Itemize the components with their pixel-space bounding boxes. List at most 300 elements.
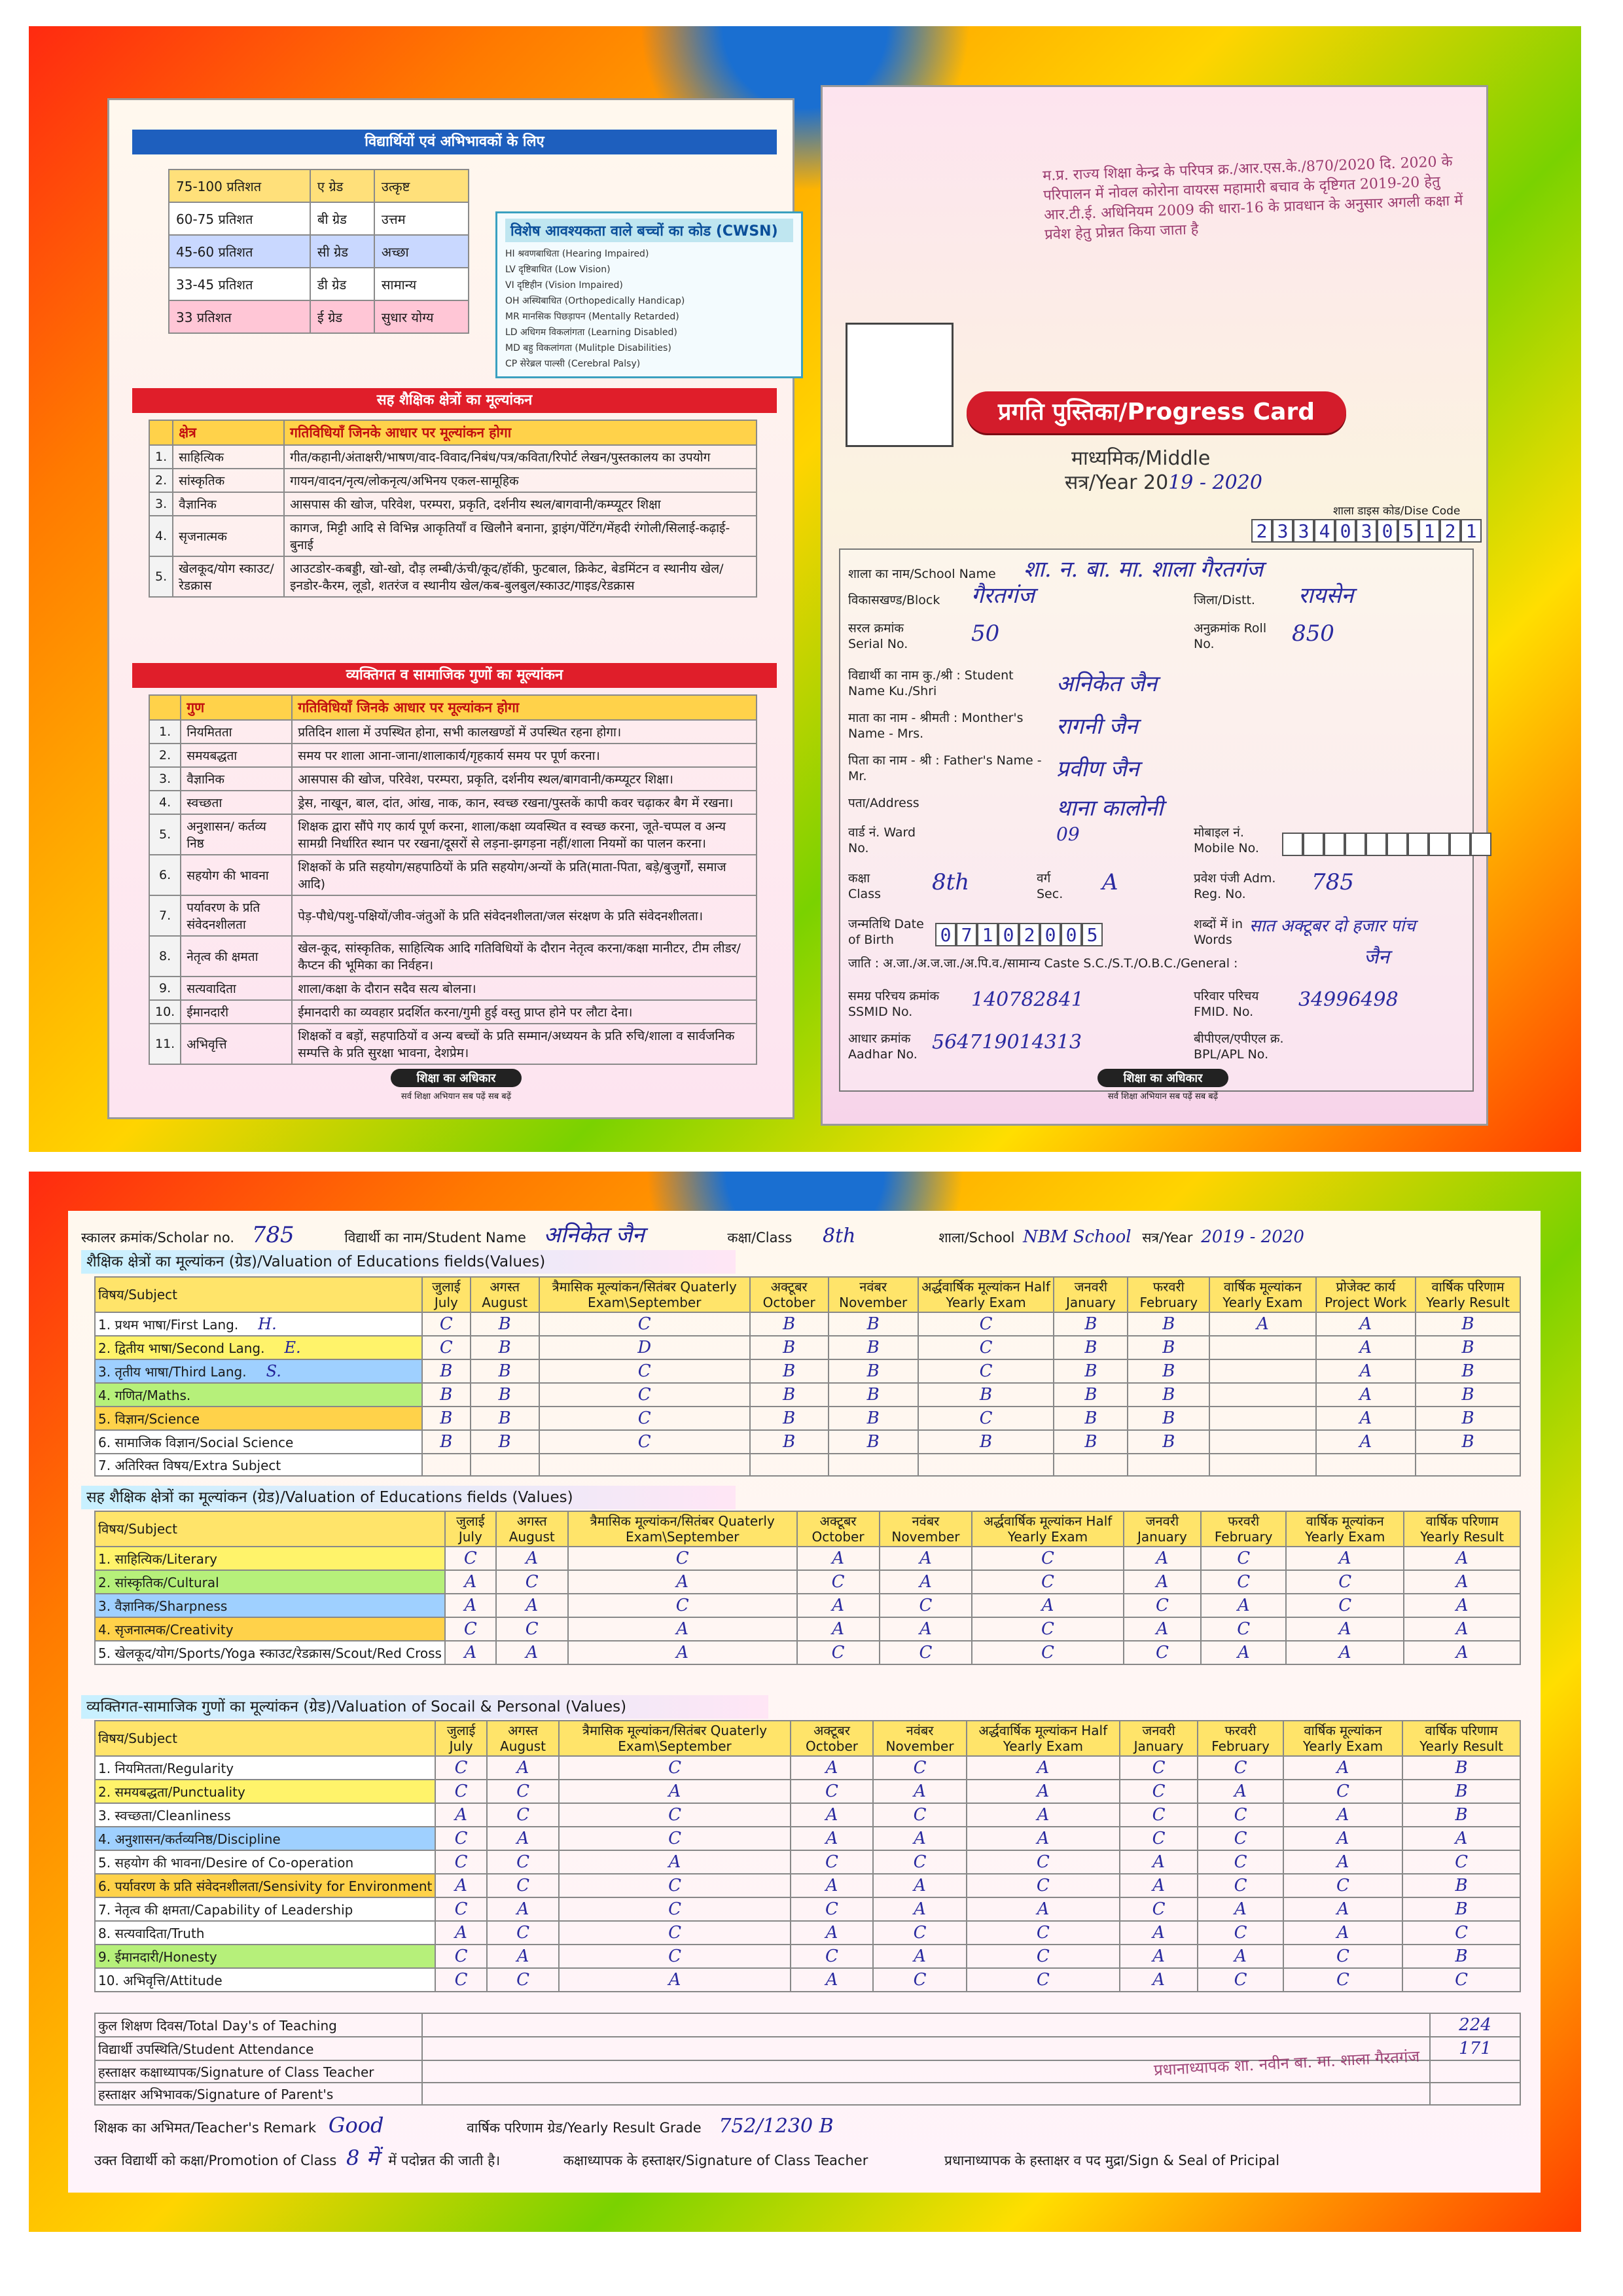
activity-area: सत्यवादिता xyxy=(181,977,292,1000)
serial-label: सरल क्रमांक Serial No. xyxy=(848,621,908,651)
grades-subject xyxy=(95,1803,435,1827)
grade-cell: C xyxy=(539,1430,750,1454)
activity-number: 1. xyxy=(149,445,173,469)
activity-description: आसपास की खोज, परिवेश, परम्परा, प्रकृति, दर्शनीय स्थल/बागवानी/कम्प्यूटर शिक्षा xyxy=(284,492,757,516)
grade-cell: A xyxy=(880,1617,972,1641)
grades-subject-label: 4. गणित/Maths. xyxy=(98,1387,191,1403)
grade-cell: C xyxy=(972,1547,1123,1570)
promotion-suffix: में पदोन्नत की जाती है। xyxy=(388,2153,501,2168)
rte-logo xyxy=(391,1069,522,1102)
grade-cell: A xyxy=(967,1803,1120,1827)
grade-cell: A xyxy=(435,1874,486,1897)
grade-label: उत्कृष्ट xyxy=(374,170,469,202)
result-grade-label: वार्षिक परिणाम ग्रेड/Yearly Result Grade xyxy=(467,2120,702,2136)
grade-cell: A xyxy=(1124,1570,1202,1594)
grade-cell: B xyxy=(1128,1359,1209,1383)
teacher-sign-label: कक्षाध्यापक के हस्ताक्षर/Signature of Class Teacher xyxy=(563,2153,868,2168)
grades-header-row xyxy=(95,1721,1520,1756)
progress-card-back xyxy=(29,1172,1581,2232)
grades-header-cell: अर्द्धवार्षिक मूल्यांकन Half Yearly Exam xyxy=(972,1511,1123,1547)
activity-number: 11. xyxy=(149,1024,181,1064)
grade-cell: A xyxy=(873,1780,966,1803)
grade-cell: C xyxy=(435,1756,486,1780)
activity-area: सृजनात्मक xyxy=(173,516,284,556)
grade-cell: C xyxy=(445,1547,496,1570)
fmid-value: 34996498 xyxy=(1298,988,1399,1011)
activity-description: शाला/कक्षा के दौरान सदैव सत्य बोलना। xyxy=(292,977,757,1000)
grades-subject-label: 8. सत्यवादिता/Truth xyxy=(98,1925,205,1941)
activity-row xyxy=(149,445,757,469)
grades-row xyxy=(95,1945,1520,1968)
roll-value: 850 xyxy=(1292,620,1334,647)
grades-subject xyxy=(95,1897,435,1921)
activity-description: शिक्षक द्वारा सौंपे गए कार्य पूर्ण करना, शाला/कक्षा व्यवस्थित व स्वच्छ करना, जूते-चप्पल व अन्य सामग्री निर्धारित स्थान पर रखना/दूसरों से लड़ना-झगड़ना नहीं/शाला नियमों का पालन करना। xyxy=(292,814,757,855)
grades-header-cell: अक्टूबर October xyxy=(750,1277,829,1312)
grade-cell: B xyxy=(1054,1430,1128,1454)
back-year-value: 2019 - 2020 xyxy=(1201,1227,1304,1247)
activity-row xyxy=(149,516,757,556)
activity-description: शिक्षकों के प्रति सहयोग/सहपाठियों के प्रति सहयोग/अन्यों के प्रति(माता-पिता, बड़े/बुजुर्गों, समाज आदि) xyxy=(292,855,757,895)
ward-label: वार्ड नं. Ward No. xyxy=(848,825,916,855)
grade-cell: C xyxy=(797,1641,880,1664)
grade-cell: B xyxy=(471,1359,539,1383)
grade-cell: B xyxy=(918,1383,1054,1407)
grade-cell: A xyxy=(559,1850,790,1874)
grades-subject xyxy=(95,1617,445,1641)
grade-cell: B xyxy=(1128,1312,1209,1336)
digit-box: 0 xyxy=(1061,923,1082,946)
grade-cell: A xyxy=(1283,1897,1402,1921)
back-class-label: कक्षा/Class xyxy=(727,1230,793,1246)
digit-box: 0 xyxy=(998,923,1019,946)
grade-cell: C xyxy=(1198,1827,1283,1850)
digit-box: 3 xyxy=(1272,519,1293,543)
grade-cell: A xyxy=(880,1547,972,1570)
adm-value: 785 xyxy=(1311,869,1354,895)
rte-logo-right-title: शिक्षा का अधिकार xyxy=(1097,1069,1228,1087)
grade-cell: B xyxy=(829,1359,918,1383)
grade-cell: C xyxy=(1283,1874,1402,1897)
back-header xyxy=(81,1221,1527,1249)
activity-number: 2. xyxy=(149,469,173,492)
grades-subject-label: 10. अभिवृत्ति/Attitude xyxy=(98,1972,223,1988)
grade-cell: A xyxy=(1209,1312,1315,1336)
grades-subject xyxy=(95,1641,445,1664)
ward-value: 09 xyxy=(1056,823,1080,845)
grades-subject-label: 1. साहित्यिक/Literary xyxy=(98,1551,218,1567)
grade-cell: A xyxy=(445,1641,496,1664)
grades-row xyxy=(95,1617,1520,1641)
activity-header-blank xyxy=(149,695,181,720)
grade-cell: C xyxy=(967,1874,1120,1897)
rte-logo-right xyxy=(1097,1069,1228,1102)
grade-cell: A xyxy=(967,1827,1120,1850)
grades-subject-label: 5. सहयोग की भावना/Desire of Co-operation xyxy=(98,1854,354,1871)
session-value: 19 - 2020 xyxy=(1168,471,1262,494)
grade-cell: B xyxy=(1402,1803,1520,1827)
back-student-label: विद्यार्थी का नाम/Student Name xyxy=(344,1230,526,1246)
activity-number: 5. xyxy=(149,814,181,855)
grades-subject xyxy=(95,1594,445,1617)
grade-cell: C xyxy=(435,1780,486,1803)
grades-header-cell: अगस्त August xyxy=(487,1721,560,1756)
grade-cell: A xyxy=(880,1570,972,1594)
grade-cell: B xyxy=(1128,1407,1209,1430)
grades-header-cell: त्रैमासिक मूल्यांकन/सितंबर Quaterly Exam\September xyxy=(539,1277,750,1312)
grade-cell: C xyxy=(1198,1803,1283,1827)
grades-header-cell: अगस्त August xyxy=(496,1511,568,1547)
promotion-line xyxy=(94,2144,1521,2172)
grade-cell: A xyxy=(1198,1897,1283,1921)
grade-cell: A xyxy=(1120,1945,1198,1968)
grade-scale-table xyxy=(168,169,469,334)
grade-cell: A xyxy=(1316,1359,1416,1383)
personal-section-title: व्यक्तिगत-सामाजिक गुणों का मूल्यांकन (ग्रेड)/Valuation of Socail & Personal (Values) xyxy=(81,1695,768,1719)
activity-header-row xyxy=(149,695,757,720)
grade-cell: B xyxy=(422,1359,471,1383)
dob-label: जन्मतिथि Date of Birth xyxy=(848,917,924,947)
grade-cell: C xyxy=(1198,1850,1283,1874)
grade-cell: C xyxy=(539,1383,750,1407)
activity-area: ईमानदारी xyxy=(181,1000,292,1024)
cwsn-item: MD बहु विकलांगता (Mulitple Disabilities) xyxy=(505,343,671,353)
grades-subject xyxy=(95,1921,435,1945)
activity-row xyxy=(149,744,757,767)
grade-range: 75-100 प्रतिशत xyxy=(169,170,310,202)
grade-cell: A xyxy=(797,1594,880,1617)
grades-header-cell: जनवरी January xyxy=(1124,1511,1202,1547)
grades-subject xyxy=(95,1874,435,1897)
grade-cell: C xyxy=(568,1547,797,1570)
activity-description: कागज, मिट्टी आदि से विभिन्न आकृतियाँ व खिलौने बनाना, ड्राइंग/पेंटिंग/मेंहदी रंगोली/सिलाई-कढ़ाई-बुनाई xyxy=(284,516,757,556)
grade-cell: C xyxy=(873,1968,966,1992)
grade-cell: C xyxy=(487,1921,560,1945)
digit-box: 2 xyxy=(1019,923,1040,946)
grades-row xyxy=(95,1827,1520,1850)
grade-cell: C xyxy=(422,1336,471,1359)
promotion-value: 8 में xyxy=(346,2145,379,2170)
grade-cell: C xyxy=(880,1641,972,1664)
activity-row xyxy=(149,855,757,895)
activity-area: अभिवृत्ति xyxy=(181,1024,292,1064)
grade-cell: B xyxy=(471,1430,539,1454)
student-details xyxy=(839,548,1474,1092)
grades-subject-label: 2. द्वितीय भाषा/Second Lang. xyxy=(98,1340,265,1356)
activity-row xyxy=(149,1000,757,1024)
mother-name-label: माता का नाम - श्रीमती : Monther's Name - Mrs. xyxy=(848,711,1024,741)
grade-label: सुधार योग्य xyxy=(374,300,469,333)
grades-header-cell: फरवरी February xyxy=(1128,1277,1209,1312)
activity-area: वैज्ञानिक xyxy=(181,767,292,791)
grades-header-cell: वार्षिक मूल्यांकन Yearly Exam xyxy=(1283,1721,1402,1756)
grade-cell: C xyxy=(568,1594,797,1617)
grades-subject-label: 7. नेतृत्व की क्षमता/Capability of Leadership xyxy=(98,1901,353,1918)
grade-cell: A xyxy=(1286,1641,1404,1664)
digit-box: 7 xyxy=(956,923,977,946)
principal-sign-label: प्रधानाध्यापक के हस्ताक्षर व पद मुद्रा/Sign & Seal of Pricipal xyxy=(944,2153,1280,2168)
grade-row xyxy=(169,170,469,202)
sec-value: A xyxy=(1102,869,1118,895)
grade-cell: B xyxy=(1054,1359,1128,1383)
adm-label: प्रवेश पंजी Adm. Reg. No. xyxy=(1194,871,1276,901)
activity-number: 7. xyxy=(149,895,181,936)
grades-subject xyxy=(95,1430,422,1454)
mobile-label: मोबाइल नं. Mobile No. xyxy=(1194,825,1259,855)
grade-cell: A xyxy=(1404,1594,1520,1617)
grades-header-cell: जुलाई July xyxy=(445,1511,496,1547)
activity-header-blank xyxy=(149,420,173,445)
grade-cell: A xyxy=(1316,1312,1416,1336)
grade-cell: A xyxy=(568,1641,797,1664)
grade-cell: A xyxy=(1124,1617,1202,1641)
grade-cell: A xyxy=(1404,1617,1520,1641)
grade-cell: B xyxy=(1402,1780,1520,1803)
grade-cell: C xyxy=(873,1921,966,1945)
digit-box: 1 xyxy=(977,923,998,946)
grade-cell: B xyxy=(471,1383,539,1407)
grades-subject-label: 3. स्वच्छता/Cleanliness xyxy=(98,1807,231,1823)
grade-cell: C xyxy=(1286,1594,1404,1617)
activity-header-cell: क्षेत्र xyxy=(173,420,284,445)
activity-description: ईमानदारी का व्यवहार प्रदर्शित करना/गुमी हुई वस्तु प्राप्त होने पर लौटा देना। xyxy=(292,1000,757,1024)
cwsn-item: CP सेरेब्रल पाल्सी (Cerebral Palsy) xyxy=(505,359,641,369)
grade-cell: C xyxy=(1402,1968,1520,1992)
ssmid-label: समग्र परिचय क्रमांक SSMID No. xyxy=(848,989,940,1019)
district-label: जिला/Distt. xyxy=(1194,593,1255,607)
grade-cell: C xyxy=(873,1850,966,1874)
grades-header-row xyxy=(95,1277,1520,1312)
activity-row xyxy=(149,936,757,977)
digit-box: 1 xyxy=(1419,519,1440,543)
back-school-value: NBM School xyxy=(1023,1227,1132,1247)
grades-subject-label: 2. सांस्कृतिक/Cultural xyxy=(98,1574,219,1590)
grades-row xyxy=(95,1641,1520,1664)
cwsn-item: OH अस्थिबाधित (Orthopedically Handicap) xyxy=(505,296,685,306)
grade-cell xyxy=(1316,1454,1416,1476)
mother-name-value: रागनी जैन xyxy=(1056,713,1138,740)
serial-value: 50 xyxy=(971,620,1000,647)
grades-subject xyxy=(95,1407,422,1430)
words-value: सात अक्टूबर दो हजार पांच xyxy=(1249,916,1416,936)
grade-cell: B xyxy=(1416,1430,1520,1454)
grade-cell: A xyxy=(1120,1968,1198,1992)
digit-box: 0 xyxy=(1335,519,1356,543)
grades-row xyxy=(95,1454,1520,1476)
grades-header-cell: वार्षिक परिणाम Yearly Result xyxy=(1404,1511,1520,1547)
grade-cell: C xyxy=(967,1945,1120,1968)
grades-row xyxy=(95,1407,1520,1430)
coedu-table xyxy=(149,420,757,598)
grade-cell: C xyxy=(539,1407,750,1430)
grades-subject-mark: E. xyxy=(284,1338,301,1357)
activity-number: 1. xyxy=(149,720,181,744)
activity-number: 2. xyxy=(149,744,181,767)
grades-subject xyxy=(95,1780,435,1803)
activity-header-row xyxy=(149,420,757,445)
grade-cell: C xyxy=(1283,1945,1402,1968)
scholar-value: 785 xyxy=(251,1222,294,1248)
grade-cell: C xyxy=(791,1945,874,1968)
grade-cell: A xyxy=(1283,1756,1402,1780)
remark-value: Good xyxy=(328,2113,384,2138)
grades-header-cell: नवंबर November xyxy=(880,1511,972,1547)
grade-cell: C xyxy=(559,1827,790,1850)
grade-cell: B xyxy=(471,1312,539,1336)
guide-panel xyxy=(107,98,794,1119)
grade-cell: C xyxy=(1198,1874,1283,1897)
grades-subject xyxy=(95,1827,435,1850)
grade-cell: A xyxy=(967,1756,1120,1780)
activity-row xyxy=(149,977,757,1000)
grade-cell: B xyxy=(829,1312,918,1336)
grade-cell: A xyxy=(1283,1921,1402,1945)
grade-cell: B xyxy=(1128,1430,1209,1454)
grade-cell: C xyxy=(873,1803,966,1827)
mobile-boxes xyxy=(1282,833,1491,856)
grade-cell: C xyxy=(487,1850,560,1874)
grade-cell: C xyxy=(487,1780,560,1803)
grade-cell: A xyxy=(487,1945,560,1968)
digit-box: 4 xyxy=(1314,519,1335,543)
activity-area: खेलकूद/योग स्काउट/रेडक्रास xyxy=(173,556,284,597)
grade-cell: A xyxy=(797,1547,880,1570)
grades-subject xyxy=(95,1547,445,1570)
grade-cell: C xyxy=(559,1897,790,1921)
grade-cell: A xyxy=(791,1874,874,1897)
grades-subject-label: 4. अनुशासन/कर्तव्यनिष्ठ/Discipline xyxy=(98,1831,281,1847)
grade-cell: A xyxy=(1316,1407,1416,1430)
grades-header-cell: अर्द्धवार्षिक मूल्यांकन Half Yearly Exam xyxy=(918,1277,1054,1312)
grades-subject-label: 7. अतिरिक्त विषय/Extra Subject xyxy=(98,1457,281,1473)
aadhar-label: आधार क्रमांक Aadhar No. xyxy=(848,1031,918,1062)
coedu-header: सह शैक्षिक क्षेत्रों का मूल्यांकन xyxy=(132,388,777,413)
student-name-label: विद्यार्थी का नाम कु./श्री : Student Name Ku./Shri xyxy=(848,668,1014,698)
grades-header-cell: वार्षिक मूल्यांकन Yearly Exam xyxy=(1286,1511,1404,1547)
grade-cell: A xyxy=(445,1594,496,1617)
digit-box: 2 xyxy=(1251,519,1272,543)
rte-logo-right-sub: सर्व शिक्षा अभियान सब पढ़ें सब बढ़ें xyxy=(1107,1092,1219,1102)
grades-subject-label: 1. प्रथम भाषा/First Lang. xyxy=(98,1317,239,1333)
activity-area: समयबद्धता xyxy=(181,744,292,767)
grades-header-cell: प्रोजेक्ट कार्य Project Work xyxy=(1316,1277,1416,1312)
back-class-value: 8th xyxy=(823,1225,856,1247)
personal-table xyxy=(149,694,757,1065)
grade-cell: A xyxy=(873,1945,966,1968)
grade-row xyxy=(169,268,469,300)
grade-cell: A xyxy=(791,1968,874,1992)
activity-number: 6. xyxy=(149,855,181,895)
grades-row xyxy=(95,1359,1520,1383)
grades-row xyxy=(95,1570,1520,1594)
promotion-label: उक्त विद्यार्थी को कक्षा/Promotion of Class xyxy=(94,2153,337,2168)
activity-area: स्वच्छता xyxy=(181,791,292,814)
grade-range: 45-60 प्रतिशत xyxy=(169,235,310,268)
grade-cell: A xyxy=(873,1827,966,1850)
grade-cell: C xyxy=(1201,1547,1286,1570)
activity-number: 3. xyxy=(149,492,173,516)
activity-area: सांस्कृतिक xyxy=(173,469,284,492)
address-label: पता/Address xyxy=(848,796,919,810)
grade-cell: B xyxy=(1402,1756,1520,1780)
roll-label: अनुक्रमांक Roll No. xyxy=(1194,621,1267,651)
digit-box: 1 xyxy=(1461,519,1482,543)
grade-cell: B xyxy=(1128,1336,1209,1359)
grades-row xyxy=(95,1594,1520,1617)
back-year-label: सत्र/Year xyxy=(1142,1230,1193,1246)
grades-row xyxy=(95,1383,1520,1407)
grade-label: उत्तम xyxy=(374,202,469,235)
grade-cell: A xyxy=(1404,1570,1520,1594)
grade-cell: A xyxy=(1404,1641,1520,1664)
footer-label: हस्ताक्षर कक्षाध्यापक/Signature of Class Teacher xyxy=(95,2060,422,2083)
grade-range: 33-45 प्रतिशत xyxy=(169,268,310,300)
grades-row xyxy=(95,1850,1520,1874)
footer-value: 224 xyxy=(1430,2013,1520,2037)
grade-cell: B xyxy=(750,1430,829,1454)
grade-cell xyxy=(1054,1454,1128,1476)
activity-area: नियमितता xyxy=(181,720,292,744)
grade-cell: A xyxy=(435,1803,486,1827)
grades-header-cell: अक्टूबर October xyxy=(791,1721,874,1756)
class-label: कक्षा Class xyxy=(848,871,881,901)
personal-header: व्यक्तिगत व सामाजिक गुणों का मूल्यांकन xyxy=(132,663,777,688)
grade-cell: C xyxy=(791,1780,874,1803)
digit-box: 5 xyxy=(1082,923,1103,946)
grade-cell: A xyxy=(1201,1641,1286,1664)
cwsn-list xyxy=(505,246,793,372)
grade-cell: C xyxy=(435,1897,486,1921)
grade-row xyxy=(169,235,469,268)
grade-cell: C xyxy=(1201,1617,1286,1641)
digit-box: 0 xyxy=(1040,923,1061,946)
grade-cell: C xyxy=(918,1407,1054,1430)
grade-cell: C xyxy=(559,1945,790,1968)
footer-label: विद्यार्थी उपस्थिति/Student Attendance xyxy=(95,2037,422,2060)
activity-description: पेड़-पौधे/पशु-पक्षियों/जीव-जंतुओं के प्रति संवेदनशीलता/जल संरक्षण के प्रति संवेदनशीलता। xyxy=(292,895,757,936)
grade-cell: A xyxy=(496,1547,568,1570)
grade-cell: C xyxy=(1402,1921,1520,1945)
grade-cell: C xyxy=(1198,1921,1283,1945)
grade-cell: B xyxy=(1416,1336,1520,1359)
grade-cell: C xyxy=(967,1850,1120,1874)
block-label: विकासखण्ड/Block xyxy=(848,593,940,607)
activity-row xyxy=(149,720,757,744)
grade-cell: C xyxy=(797,1570,880,1594)
grade-range: 60-75 प्रतिशत xyxy=(169,202,310,235)
grade-cell: C xyxy=(1120,1827,1198,1850)
grade-cell: C xyxy=(1120,1780,1198,1803)
grade-cell: B xyxy=(1416,1407,1520,1430)
grade-cell: C xyxy=(445,1617,496,1641)
dise-label: शाला डाइस कोड/Dise Code xyxy=(1333,505,1461,518)
activity-description: गीत/कहानी/अंताक्षरी/भाषण/वाद-विवाद/निबंध/पत्र/कविता/रिपोर्ट लेखन/पुस्तकालय का उपयोग xyxy=(284,445,757,469)
grades-header-cell: नवंबर November xyxy=(873,1721,966,1756)
activity-row xyxy=(149,814,757,855)
grades-header-cell: अगस्त August xyxy=(471,1277,539,1312)
grade-cell: C xyxy=(1124,1641,1202,1664)
grade-cell: A xyxy=(487,1897,560,1921)
grades-header-cell: वार्षिक परिणाम Yearly Result xyxy=(1402,1721,1520,1756)
footer-value xyxy=(1430,2083,1520,2105)
cwsn-item: VI दृष्टिहीन (Vision Impaired) xyxy=(505,280,623,291)
grade-cell: A xyxy=(496,1641,568,1664)
grade-cell xyxy=(1209,1430,1315,1454)
grade-cell: A xyxy=(1316,1383,1416,1407)
activity-description: आउटडोर-कबड्डी, खो-खो, दौड़ लम्बी/ऊंची/कूद/हॉकी, फुटबाल, क्रिकेट, बेडमिंटन व स्थानीय खेल/इनडोर-कैरम, लूडो, शतरंज व स्थानीय खेल/कब-बुलबुल/स्काउट/गाइड/रेडक्रास xyxy=(284,556,757,597)
grades-header-cell: विषय/Subject xyxy=(95,1511,445,1547)
grade-cell: A xyxy=(435,1921,486,1945)
grade-cell xyxy=(1209,1359,1315,1383)
